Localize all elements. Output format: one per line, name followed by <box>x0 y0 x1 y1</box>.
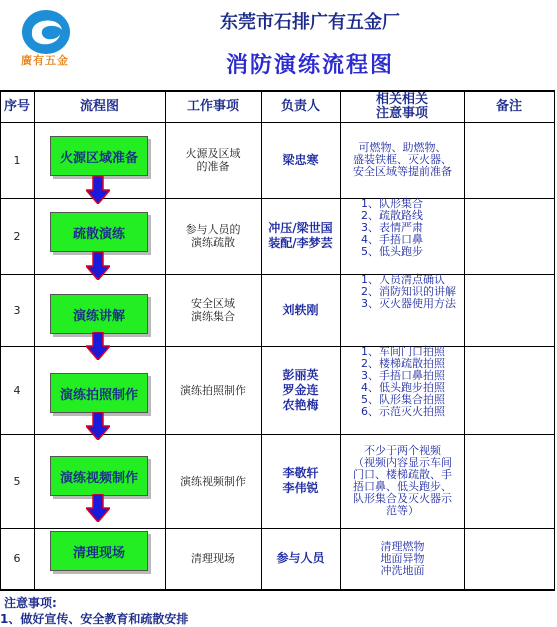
row-seq: 2 <box>13 229 21 243</box>
notes-line: 队形集合及灭火器示 <box>353 492 452 505</box>
work-line: 安全区域 <box>191 297 235 310</box>
work-line: 火源及区域 <box>185 147 241 160</box>
footer-note-1: 1、做好宣传、安全教育和疏散安排 <box>0 612 189 626</box>
notes-line: 3、手捂口鼻拍照 <box>361 369 445 382</box>
row-notes <box>341 528 464 589</box>
flow-step-box: 清理现场 <box>50 531 148 571</box>
notes-line: 捂口鼻、低头跑步、 <box>353 480 452 493</box>
col-header-notes <box>340 92 464 122</box>
row-seq: 3 <box>13 303 21 317</box>
down-arrow-icon <box>86 494 110 522</box>
row-remark <box>464 122 554 198</box>
notes-line: 5、队形集合拍照 <box>361 393 445 406</box>
notes-line: 3、表情严肃 <box>361 221 423 234</box>
notes-line: 冲洗地面 <box>380 563 425 577</box>
notes-line: （视频内容显示车间 <box>353 456 452 469</box>
notes-line: 2、消防知识的讲解 <box>361 285 456 298</box>
col-header-seq: 序号 <box>3 99 30 114</box>
col-header-work: 工作事项 <box>186 99 239 114</box>
notes-line: 4、手捂口鼻 <box>361 233 423 246</box>
work-line: 参与人员的 <box>185 223 241 236</box>
col-header-remark: 备注 <box>495 99 522 114</box>
row-work-item <box>165 346 261 434</box>
notes-line: 1、队形集合 <box>361 197 423 210</box>
notes-line: 安全区域等提前准备 <box>353 165 452 178</box>
notes-line: 清理燃物 <box>380 539 425 553</box>
work-line: 演练集合 <box>191 310 235 323</box>
row-remark <box>464 274 554 346</box>
row-remark <box>464 346 554 434</box>
notes-line: 2、楼梯疏散拍照 <box>361 357 445 370</box>
work-line: 清理现场 <box>191 552 235 565</box>
row-owner <box>261 198 340 274</box>
work-line: 演练疏散 <box>191 236 235 249</box>
notes-line: 地面异物 <box>380 551 425 565</box>
owner-line: 罗金连 <box>282 382 319 397</box>
row-seq: 1 <box>13 153 21 167</box>
row-owner <box>261 274 340 346</box>
row-owner <box>261 434 340 528</box>
owner-line: 参与人员 <box>276 551 325 565</box>
col-header-notes-line1: 相关相关 <box>375 92 428 107</box>
down-arrow-icon <box>86 176 110 204</box>
down-arrow-icon <box>86 332 110 360</box>
owner-line: 李伟锐 <box>282 481 319 495</box>
notes-line: 门口、楼梯疏散、手 <box>353 468 452 481</box>
owner-line: 冲压/梁世国 <box>268 221 333 235</box>
flow-step-box: 演练视频制作 <box>50 456 148 496</box>
work-line: 的准备 <box>196 160 230 173</box>
owner-line: 刘轶刚 <box>282 302 319 317</box>
row-work-item <box>165 198 261 274</box>
notes-line: 4、低头跑步拍照 <box>361 381 445 394</box>
row-work-item <box>165 122 261 198</box>
row-work-item <box>165 528 261 589</box>
notes-line: 6、示范灭火拍照 <box>361 405 445 418</box>
notes-line: 范等） <box>386 504 419 517</box>
notes-line: 盛装铁框、灭火器、 <box>353 153 452 166</box>
col-header-notes-line2: 注意事项 <box>375 106 428 121</box>
row-remark <box>464 528 554 589</box>
col-header-owner: 负责人 <box>280 99 320 114</box>
row-notes <box>341 434 464 528</box>
flow-step-box: 演练讲解 <box>50 294 148 334</box>
notes-line: 5、低头跑步 <box>361 245 423 258</box>
work-line: 演练拍照制作 <box>180 383 246 397</box>
flow-step-box: 疏散演练 <box>50 212 148 252</box>
row-work-item <box>165 274 261 346</box>
notes-line: 3、灭火器使用方法 <box>361 297 456 310</box>
down-arrow-icon <box>86 412 110 440</box>
row-remark <box>464 198 554 274</box>
notes-line: 2、疏散路线 <box>361 209 423 222</box>
notes-line: 1、车间门口拍照 <box>361 345 445 358</box>
work-line: 演练视频制作 <box>180 474 246 488</box>
page-title: 消防演练流程图 <box>225 53 394 78</box>
owner-line: 彭丽英 <box>282 367 319 382</box>
row-owner <box>261 122 340 198</box>
row-owner <box>261 528 340 589</box>
row-notes <box>341 346 464 434</box>
logo-text: 廣有五金 <box>21 54 69 67</box>
row-seq: 6 <box>13 552 21 565</box>
notes-line: 不少于两个视频 <box>364 444 441 457</box>
down-arrow-icon <box>86 252 110 280</box>
footer-label: 注意事项: <box>4 596 57 610</box>
row-seq: 4 <box>13 383 21 397</box>
owner-line: 装配/李梦芸 <box>268 236 333 250</box>
owner-line: 李敬轩 <box>282 466 319 480</box>
company-name: 东莞市石排广有五金厂 <box>220 12 400 33</box>
row-seq: 5 <box>13 474 21 488</box>
notes-line: 1、人员清点确认 <box>361 273 445 286</box>
row-work-item <box>165 434 261 528</box>
flow-step-box: 火源区域准备 <box>50 136 148 176</box>
owner-line: 农艳梅 <box>282 397 319 412</box>
flow-step-box: 演练拍照制作 <box>50 373 148 413</box>
owner-line: 梁忠寒 <box>282 152 319 167</box>
row-remark <box>464 434 554 528</box>
row-owner <box>261 346 340 434</box>
notes-line: 可燃物、助燃物、 <box>358 141 447 154</box>
col-header-flow: 流程图 <box>79 99 119 114</box>
row-notes <box>341 198 464 274</box>
row-notes <box>341 122 464 198</box>
row-notes <box>341 274 464 346</box>
